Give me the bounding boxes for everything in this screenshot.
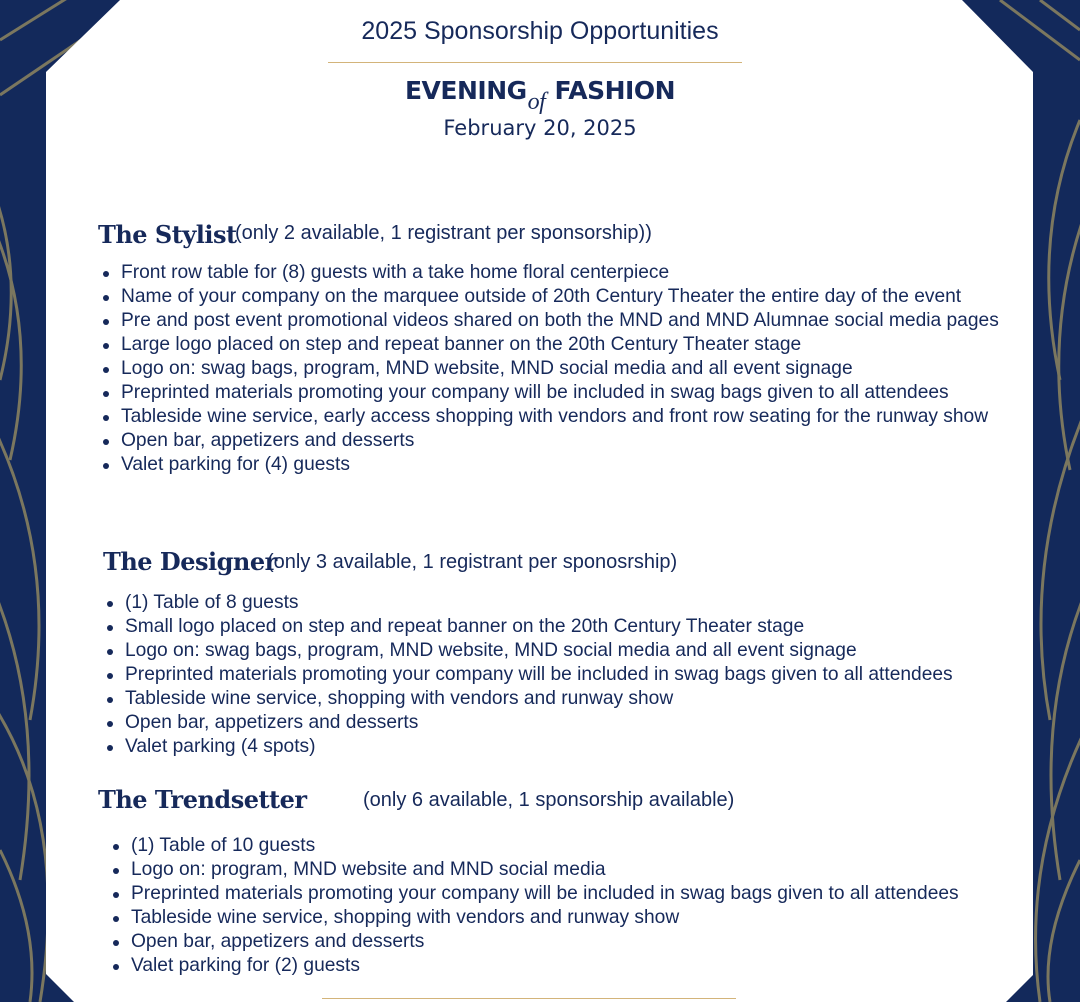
list-item: Preprinted materials promoting your company will be included in swag bags given to all attendees <box>99 381 999 405</box>
tier-note-stylist: (only 2 available, 1 registrant per sponsorship)) <box>235 222 652 244</box>
stylist-benefits-list <box>99 261 999 477</box>
event-name-part2: FASHION <box>554 76 676 105</box>
list-item: (1) Table of 8 guests <box>103 591 953 615</box>
list-item: Name of your company on the marquee outside of 20th Century Theater the entire day of the event <box>99 285 999 309</box>
list-item: Logo on: swag bags, program, MND website, MND social media and all event signage <box>103 639 953 663</box>
list-item: Large logo placed on step and repeat banner on the 20th Century Theater stage <box>99 333 999 357</box>
list-item: Valet parking for (2) guests <box>109 954 959 978</box>
list-item: Logo on: swag bags, program, MND website, MND social media and all event signage <box>99 357 999 381</box>
list-item: Tableside wine service, shopping with vendors and runway show <box>109 906 959 930</box>
event-name-connector: of <box>527 89 546 115</box>
list-item: Small logo placed on step and repeat banner on the 20th Century Theater stage <box>103 615 953 639</box>
title-divider <box>328 62 742 63</box>
list-item: Open bar, appetizers and desserts <box>103 711 953 735</box>
list-item: Open bar, appetizers and desserts <box>109 930 959 954</box>
list-item: Tableside wine service, early access shopping with vendors and front row seating for the runway show <box>99 405 999 429</box>
tier-name-stylist: The Stylist <box>98 220 237 249</box>
tier-note-trendsetter: (only 6 available, 1 sponsorship available) <box>363 789 735 811</box>
list-item: Valet parking for (4) guests <box>99 453 999 477</box>
list-item: Preprinted materials promoting your company will be included in swag bags given to all attendees <box>109 882 959 906</box>
designer-benefits-list <box>103 591 953 759</box>
list-item: Tableside wine service, shopping with vendors and runway show <box>103 687 953 711</box>
list-item: Logo on: program, MND website and MND social media <box>109 858 959 882</box>
tier-name-designer: The Designer <box>103 547 277 576</box>
event-date: February 20, 2025 <box>443 116 637 140</box>
footer-divider <box>322 998 736 999</box>
list-item: Open bar, appetizers and desserts <box>99 429 999 453</box>
page-title: 2025 Sponsorship Opportunities <box>361 17 719 45</box>
list-item: (1) Table of 10 guests <box>109 834 959 858</box>
event-name <box>0 76 1080 115</box>
list-item: Preprinted materials promoting your company will be included in swag bags given to all attendees <box>103 663 953 687</box>
event-name-part1: EVENING <box>404 76 527 105</box>
tier-name-trendsetter: The Trendsetter <box>98 785 307 814</box>
trendsetter-benefits-list <box>109 834 959 978</box>
list-item: Valet parking (4 spots) <box>103 735 953 759</box>
tier-note-designer: (only 3 available, 1 registrant per sponosrship) <box>267 551 678 573</box>
list-item: Pre and post event promotional videos shared on both the MND and MND Alumnae social media pages <box>99 309 999 333</box>
list-item: Front row table for (8) guests with a take home floral centerpiece <box>99 261 999 285</box>
